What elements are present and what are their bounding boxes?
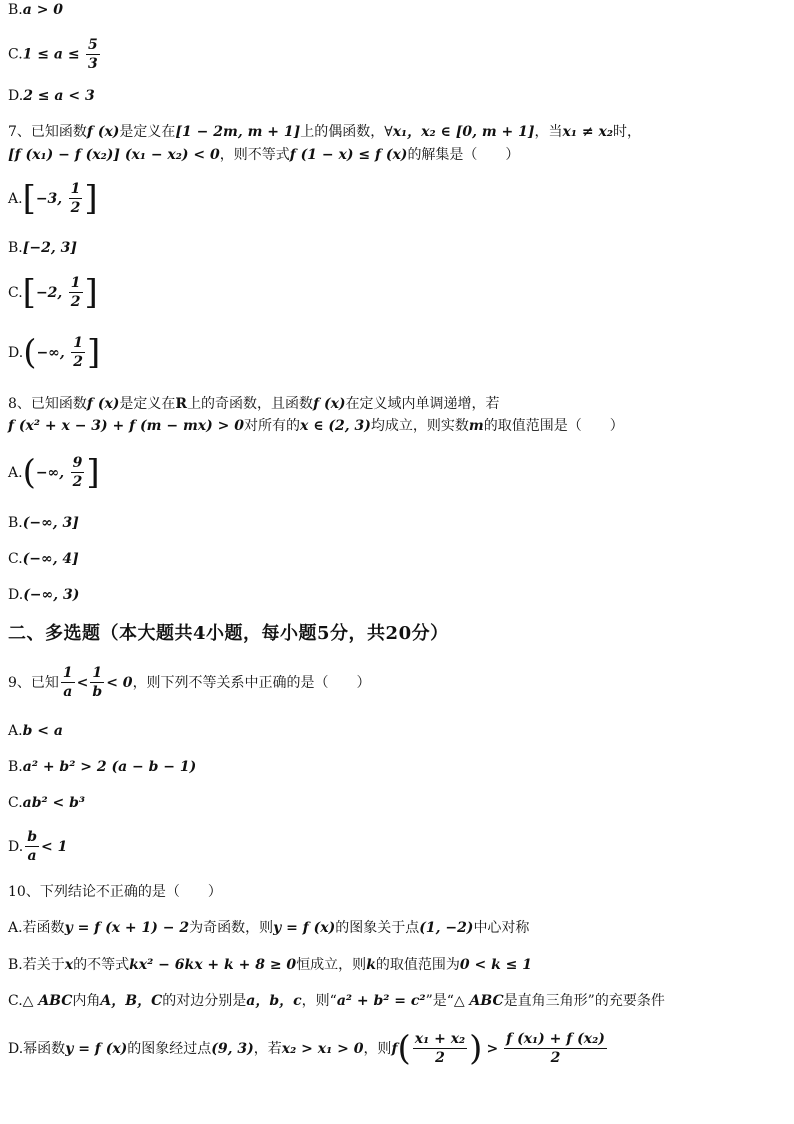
- q9-stem: [8, 664, 371, 701]
- math: y = f (x + 1) − 2: [64, 920, 190, 936]
- option-label: C.: [8, 795, 23, 811]
- q6-option-c: [8, 36, 102, 73]
- math: [1 − 2m, m + 1]: [175, 124, 301, 140]
- math: △ ABC: [22, 993, 73, 1009]
- fraction: [69, 274, 83, 311]
- paren-left: (: [22, 452, 36, 493]
- q6-option-d: [8, 86, 95, 106]
- option-label: D.: [8, 587, 24, 603]
- q8-option-a: [8, 454, 100, 491]
- math: f (1 − x) ≤ f (x): [289, 147, 408, 163]
- text: ，则“: [301, 993, 337, 1009]
- fraction-numerator: 1: [62, 665, 73, 681]
- fraction-denominator: a: [27, 848, 37, 864]
- bracket-left: [: [22, 272, 36, 313]
- q10-option-b: [8, 955, 532, 975]
- fraction: [413, 1030, 467, 1067]
- fraction-denominator: 2: [72, 474, 83, 490]
- text: ，则: [363, 1040, 392, 1057]
- fraction-denominator: 3: [88, 56, 98, 72]
- paren-left: (: [23, 332, 37, 373]
- math: (9, 3): [211, 1040, 254, 1057]
- fraction-numerator: x₁ + x₂: [414, 1031, 466, 1047]
- option-label: A.: [8, 464, 23, 481]
- fraction-denominator: 2: [435, 1050, 445, 1066]
- text: 是定义在: [119, 124, 176, 140]
- math: x: [64, 957, 74, 973]
- text: 在定义域内单调递增，若: [345, 396, 500, 412]
- q9-option-d: [8, 828, 67, 865]
- text: 的对边分别是: [162, 993, 247, 1009]
- option-label: D.: [8, 344, 24, 361]
- fraction-numerator: b: [27, 829, 37, 845]
- math: R: [175, 396, 188, 412]
- option-label: A.: [8, 190, 23, 207]
- option-math: < 1: [40, 838, 68, 855]
- q8-option-c: [8, 549, 79, 569]
- option-label: C.: [8, 551, 23, 567]
- fraction-denominator: 2: [550, 1050, 561, 1066]
- text: ，当: [534, 124, 563, 140]
- fraction-numerator: f (x₁) + f (x₂): [506, 1031, 605, 1047]
- math: 0 < k ≤ 1: [459, 957, 533, 973]
- option-math: −∞,: [35, 464, 65, 481]
- fraction: [25, 828, 39, 865]
- fraction-numerator: 5: [88, 37, 98, 53]
- option-label: D.: [8, 88, 24, 104]
- option-math: (−∞, 3): [23, 587, 80, 603]
- text: 7、已知函数: [8, 124, 87, 140]
- q8-option-d: [8, 585, 79, 605]
- q7-stem-line1: [8, 122, 641, 142]
- text: ，则不等式: [219, 147, 290, 163]
- text: 是定义在: [119, 396, 176, 412]
- math: <: [76, 674, 89, 691]
- option-label: B.: [8, 2, 23, 18]
- text: 的取值范围是（ ）: [483, 418, 624, 434]
- fraction-denominator: a: [63, 684, 73, 700]
- math: (1, −2): [419, 920, 474, 936]
- text: C.: [8, 993, 23, 1009]
- q9-option-a: [8, 721, 63, 741]
- option-math: −3,: [35, 190, 63, 207]
- option-math: b < a: [22, 723, 63, 739]
- text: 上的偶函数，∀: [300, 124, 393, 140]
- math: △ ABC: [453, 993, 504, 1009]
- q7-stem-line2: [8, 145, 519, 165]
- math: f (x): [86, 396, 120, 412]
- text: 是直角三角形”的充要条件: [503, 993, 665, 1009]
- fraction-denominator: 2: [73, 354, 83, 370]
- option-math: −∞,: [36, 344, 65, 361]
- option-label: D.: [8, 838, 24, 855]
- text: 中心对称: [473, 920, 530, 936]
- math: k: [366, 957, 376, 973]
- q10-option-a: [8, 918, 529, 938]
- fraction-numerator: 9: [72, 455, 83, 471]
- fraction-numerator: 1: [70, 181, 81, 197]
- option-label: C.: [8, 284, 23, 301]
- option-math: a > 0: [22, 2, 64, 18]
- q8-option-b: [8, 513, 79, 533]
- bracket-left: [: [22, 178, 36, 219]
- text: 对所有的: [243, 418, 300, 434]
- text: A.若函数: [8, 920, 65, 936]
- option-label: B.: [8, 240, 23, 256]
- q10-option-c: [8, 991, 665, 1011]
- option-math: a² + b² > 2 (a − b − 1): [22, 759, 197, 775]
- math: m: [468, 418, 484, 434]
- fraction: [71, 334, 85, 371]
- paren-left: (: [397, 1028, 411, 1069]
- text: 的不等式: [73, 957, 130, 973]
- q6-option-b: [8, 0, 63, 20]
- math: f (x² + x − 3) + f (m − mx) > 0: [8, 418, 244, 434]
- q10-stem: 10、下列结论不正确的是（ ）: [8, 884, 222, 900]
- math: f (x): [86, 124, 120, 140]
- text: 为奇函数，则: [189, 920, 274, 936]
- text: D.幂函数: [8, 1040, 66, 1057]
- option-label: B.: [8, 515, 23, 531]
- text: 内角: [72, 993, 101, 1009]
- math: kx² − 6kx + k + 8 ≥ 0: [129, 957, 297, 973]
- q9-option-c: [8, 793, 85, 813]
- q7-option-c: [8, 274, 98, 311]
- option-math: [−2, 3]: [22, 240, 77, 256]
- fraction-denominator: 2: [70, 294, 81, 310]
- math: f: [391, 1040, 398, 1057]
- fraction: [69, 180, 83, 217]
- text: ，则下列不等关系中正确的是（ ）: [132, 674, 371, 691]
- bracket-right: ]: [84, 272, 98, 313]
- math: [f (x₁) − f (x₂)] (x₁ − x₂) < 0: [8, 147, 220, 163]
- fraction: [504, 1030, 607, 1067]
- option-label: C.: [8, 46, 23, 63]
- option-math: (−∞, 3]: [22, 515, 79, 531]
- option-math: (−∞, 4]: [22, 551, 79, 567]
- fraction: [61, 664, 75, 701]
- math: < 0: [106, 674, 133, 691]
- fraction: [90, 664, 104, 701]
- fraction: [86, 36, 100, 73]
- text: 的图象经过点: [127, 1040, 212, 1057]
- math: x₁，x₂ ∈ [0, m + 1]: [392, 124, 535, 140]
- text: 8、已知函数: [8, 396, 87, 412]
- bracket-right: ]: [86, 452, 100, 493]
- q7-option-b: [8, 238, 77, 258]
- option-math: 2 ≤ a < 3: [23, 88, 95, 104]
- math: A，B，C: [100, 993, 163, 1009]
- option-math: ab² < b³: [22, 795, 86, 811]
- text: 恒成立，则: [296, 957, 367, 973]
- text: 上的奇函数，且函数: [187, 396, 314, 412]
- math: x₁ ≠ x₂: [562, 124, 613, 140]
- fraction-denominator: b: [92, 684, 103, 700]
- text: B.若关于: [8, 957, 65, 973]
- fraction: [71, 454, 85, 491]
- option-label: B.: [8, 759, 23, 775]
- fraction-numerator: 1: [70, 275, 81, 291]
- paren-right: ): [469, 1028, 483, 1069]
- q10-option-d: [8, 1030, 609, 1067]
- math: a² + b² = c²: [336, 993, 426, 1009]
- math: x₂ > x₁ > 0: [281, 1040, 364, 1057]
- text: ”是“: [425, 993, 454, 1009]
- fraction-numerator: 1: [73, 335, 83, 351]
- bracket-right: ]: [84, 178, 98, 219]
- section-title: 二、多选题（本大题共4小题，每小题5分，共20分）: [8, 623, 449, 644]
- text: 的取值范围为: [375, 957, 460, 973]
- q7-option-a: [8, 180, 98, 217]
- math: >: [486, 1040, 499, 1057]
- text: 的解集是（ ）: [407, 147, 520, 163]
- math: a，b，c: [246, 993, 302, 1009]
- option-label: A.: [8, 723, 23, 739]
- fraction-numerator: 1: [90, 664, 104, 683]
- q9-option-b: [8, 757, 196, 777]
- math: f (x): [313, 396, 346, 412]
- math: y = f (x): [65, 1040, 128, 1057]
- text: 的图象关于点: [335, 920, 420, 936]
- math: x ∈ (2, 3): [299, 418, 371, 434]
- text: 均成立，则实数: [370, 418, 469, 434]
- q8-stem-line1: [8, 394, 500, 414]
- text: 时，: [612, 124, 641, 140]
- option-math: 1 ≤ a ≤: [22, 46, 80, 63]
- q7-option-d: [8, 334, 100, 371]
- q8-stem-line2: [8, 416, 624, 436]
- text: ，若: [253, 1040, 282, 1057]
- fraction-denominator: 2: [70, 200, 81, 216]
- bracket-right: ]: [86, 332, 101, 373]
- math: y = f (x): [273, 920, 336, 936]
- text: 9、已知: [8, 674, 59, 691]
- option-math: −2,: [35, 284, 63, 301]
